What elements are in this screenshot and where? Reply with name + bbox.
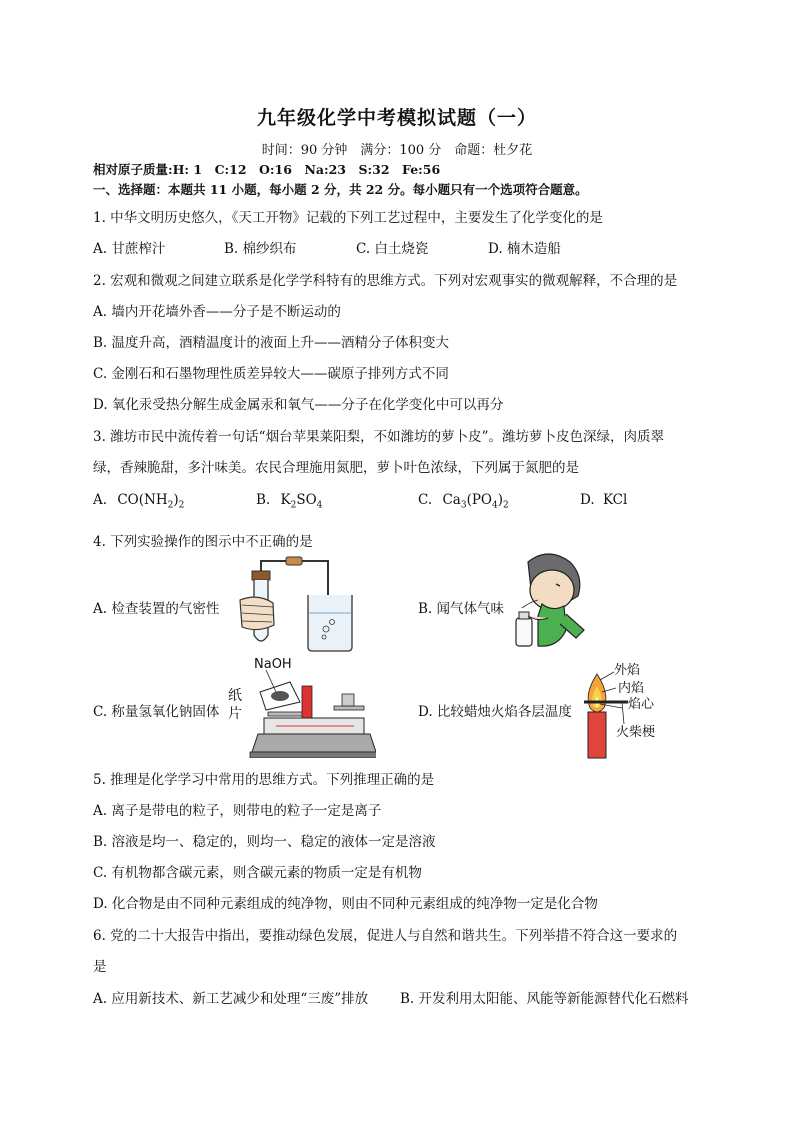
option-c: C. 白土烧瓷 [356,241,429,257]
option-a: A. 墙内开花墙外香——分子是不断运动的 [93,304,341,320]
candle-figure [584,660,674,760]
option-d: D. 化合物是由不同种元素组成的纯净物，则由不同种元素组成的纯净物一定是化合物 [93,896,598,912]
option-b: B. 溶液是均一、稳定的，则均一、稳定的液体一定是溶液 [93,834,436,850]
formula: $Ca_3(PO_4)_2$ [442,492,509,511]
option-letter: A. [93,492,108,508]
option-d: D. 楠木造船 [488,241,561,257]
option-c: C. 称量氢氧化钠固体 [93,704,220,720]
matchstick-label: 火柴梗 [616,725,656,740]
paper-label-1: 纸 [228,688,242,704]
question-stem: 6. 党的二十大报告中指出，要推动绿色发展，促进人与自然和谐共生。下列举措不符合这一要求的 [93,928,678,944]
option-d: D. 比较蜡烛火焰各层温度 [418,704,572,720]
option-b [256,492,322,511]
balance-figure [224,652,376,758]
exam-meta: 时间：90 分钟 满分：100 分 命题：杜夕花 [261,143,533,158]
question-stem-cont: 绿，香辣脆甜，多汁味美。农民合理施用氮肥，萝卜叶色浓绿，下列属于氮肥的是 [93,460,579,476]
option-a: A. 甘蔗榨汁 [93,241,166,257]
question-stem: 1. 中华文明历史悠久，《天工开物》记载的下列工艺过程中，主要发生了化学变化的是 [93,210,603,226]
inner-flame-label: 内焰 [618,681,645,696]
airtightness-figure [228,555,398,655]
page-title: 九年级化学中考模拟试题（一） [256,107,537,129]
atomic-masses: 相对原子质量:H: 1 C:12 O:16 Na:23 S:32 Fe:56 [93,162,441,177]
option-c: C. 有机物都含碳元素，则含碳元素的物质一定是有机物 [93,865,422,881]
option-d [580,492,627,508]
option-a [93,492,184,511]
question-stem: 2. 宏观和微观之间建立联系是化学学科特有的思维方式。下列对宏观事实的微观解释，不合理的是 [93,273,678,289]
naoh-label: NaOH [254,657,292,672]
option-c [418,492,509,511]
formula: $CO(NH_2)_2$ [117,492,185,511]
option-a: A. 离子是带电的粒子，则带电的粒子一定是离子 [93,803,382,819]
formula: $K_2SO_4$ [280,492,323,511]
option-letter: D. [580,492,595,508]
option-c: C. 金刚石和石墨物理性质差异较大——碳原子排列方式不同 [93,366,449,382]
option-a: A. 应用新技术、新工艺减少和处理“三废”排放 [93,991,369,1007]
smelling-figure [508,550,588,656]
paper-label-2: 片 [228,706,242,722]
outer-flame-label: 外焰 [614,663,641,678]
flame-core-label: 焰心 [628,697,655,712]
section-heading: 一、选择题：本题共 11 小题，每小题 2 分，共 22 分。每小题只有一个选项符合题意。 [93,182,588,197]
question-stem: 3. 潍坊市民中流传着一句话“烟台苹果莱阳梨，不如潍坊的萝卜皮”。潍坊萝卜皮色深绿，肉质翠 [93,429,664,445]
option-letter: B. [256,492,271,508]
option-a: A. 检查装置的气密性 [93,601,220,617]
option-d: D. 氧化汞受热分解生成金属汞和氧气——分子在化学变化中可以再分 [93,397,504,413]
option-letter: C. [418,492,433,508]
option-b: B. 棉纱织布 [224,241,297,257]
question-stem-cont: 是 [93,959,107,975]
option-b: B. 温度升高，酒精温度计的液面上升——酒精分子体积变大 [93,335,450,351]
formula: KCl [602,492,628,508]
question-stem: 5. 推理是化学学习中常用的思维方式。下列推理正确的是 [93,772,435,788]
option-b: B. 闻气体气味 [418,601,505,617]
question-stem: 4. 下列实验操作的图示中不正确的是 [93,534,313,550]
option-b: B. 开发利用太阳能、风能等新能源替代化石燃料 [400,991,689,1007]
